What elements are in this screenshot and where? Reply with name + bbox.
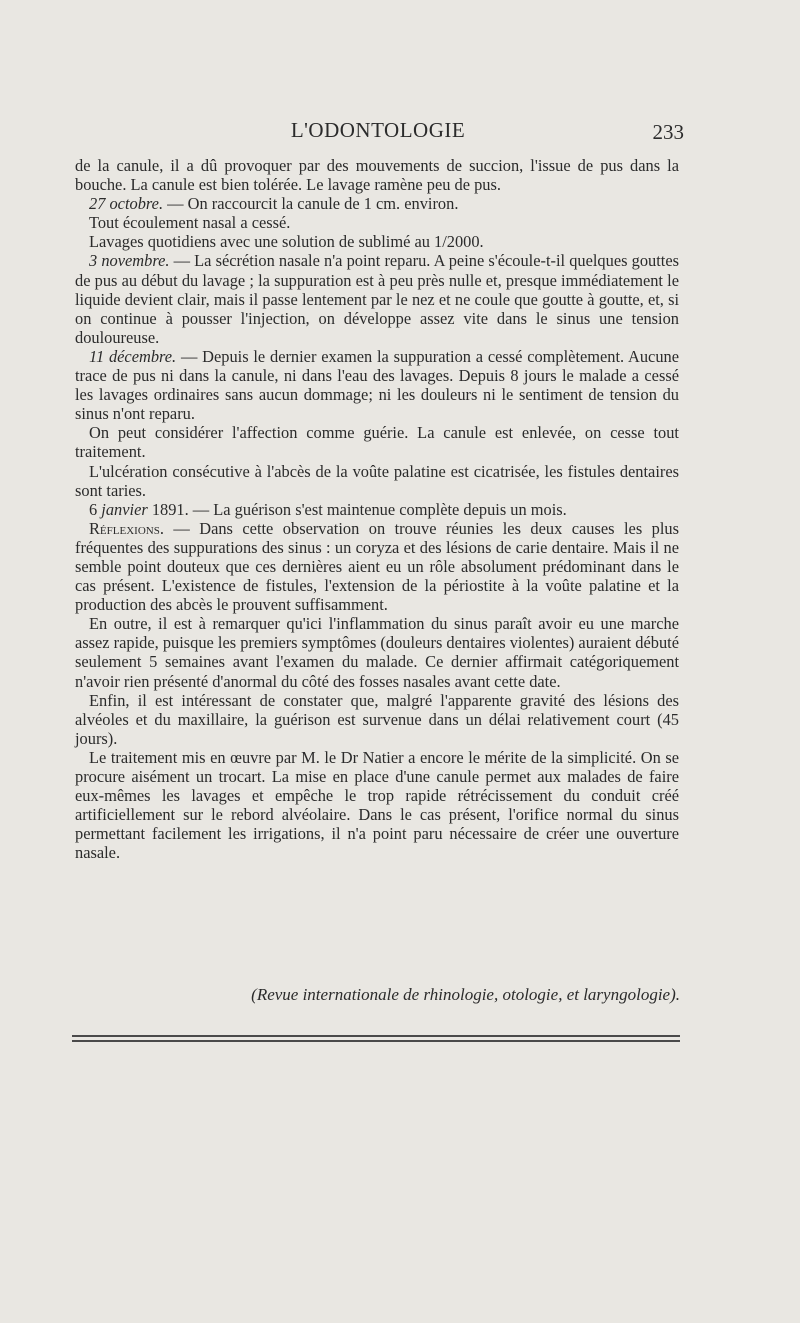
paragraph-reflexions bbox=[75, 519, 679, 614]
paragraph-27-octobre bbox=[75, 194, 679, 213]
divider-line bbox=[72, 1040, 680, 1042]
date-11-decembre: 11 décembre. bbox=[89, 346, 177, 366]
paragraph-11-decembre bbox=[75, 347, 679, 423]
paragraph-text: 1891. — La guérison s'est maintenue complète depuis un mois. bbox=[147, 499, 567, 519]
page-header bbox=[72, 118, 684, 148]
paragraph-text: — La sécrétion nasale n'a point reparu. A peine s'écoule-t-il quelques gouttes de pus au début du lavage ; la suppuration est à peu près nulle et, presque immédiatement le liquide devient clair, mais il passe lentement par le nez et ne coule que goutte à goutte, et, si on continue à pousser l'injection, on développe assez vite dans le sinus une tension douloureuse. bbox=[75, 251, 679, 347]
article-body bbox=[75, 156, 679, 862]
paragraph-ecoulement: Tout écoulement nasal a cessé. bbox=[89, 213, 291, 233]
date-3-novembre: 3 novembre. bbox=[89, 251, 170, 271]
day-number: 6 bbox=[89, 499, 102, 519]
paragraph-guerie: On peut considérer l'affection comme guérie. La canule est enlevée, on cesse tout traitement. bbox=[75, 423, 679, 462]
paragraph-continuation: de la canule, il a dû provoquer par des mouvements de succion, l'issue de pus dans la bouche. La canule est bien tolérée. Le lavage ramène peu de pus. bbox=[75, 156, 679, 195]
paragraph-ulceration: L'ulcération consécutive à l'abcès de la voûte palatine est cicatrisée, les fistules dentaires sont taries. bbox=[75, 461, 679, 500]
paragraph-text: — On raccourcit la canule de 1 cm. environ. bbox=[163, 194, 459, 214]
paragraph-enfin: Enfin, il est intéressant de constater que, malgré l'apparente gravité des lésions des alvéoles et du maxillaire, la guérison est survenue dans un délai relativement court (45 jours). bbox=[75, 690, 679, 748]
paragraph-lavages: Lavages quotidiens avec une solution de sublimé au 1/2000. bbox=[89, 232, 484, 252]
month-janvier: janvier bbox=[101, 499, 148, 519]
paragraph-en-outre: En outre, il est à remarquer qu'ici l'inflammation du sinus paraît avoir eu une marche assez rapide, puisque les premiers symptômes (douleurs dentaires violentes) auraient débuté seulement 5 semaines avant l'examen du malade. Ce dernier affirmait catégoriquement n'avoir rien présenté d'anormal du côté des fosses nasales avant cette date. bbox=[75, 614, 679, 691]
paragraph-traitement: Le traitement mis en œuvre par M. le Dr Natier a encore le mérite de la simplicité. On se procure aisément un trocart. La mise en place d'une canule permet aux malades de faire eux-mêmes les lavages et empêche le trop rapide rétrécissement du conduit créé artificiellement sur le rebord alvéolaire. Dans le cas présent, l'orifice normal du sinus permettant facilement les irrigations, il n'a point paru nécessaire de créer une ouverture nasale. bbox=[75, 747, 679, 863]
paragraph-text: — Depuis le dernier examen la suppuration a cessé complètement. Aucune trace de pus ni dans la canule, ni dans l'eau des lavages. Depuis 8 jours le malade a cessé les lavages ordinaires sans aucun dommage; ni les douleurs ni le sentiment de tension du sinus n'ont reparu. bbox=[75, 346, 679, 424]
reflexions-label: Réflexions. bbox=[89, 518, 164, 538]
paragraph-text: — Dans cette observation on trouve réunies les deux causes les plus fréquentes des suppurations des sinus : un coryza et des lésions de carie dentaire. Mais il ne semble point douteux que ces dernières aient eu un rôle absolument prédominant dans le cas présent. L'existence de fistules, l'extension de la périostite à la voûte palatine et la production des abcès le prouvent suffisamment. bbox=[75, 518, 679, 615]
page-number: 233 bbox=[652, 120, 684, 144]
date-27-octobre: 27 octobre. bbox=[89, 194, 164, 214]
source-citation: (Revue internationale de rhinologie, otologie, et laryngologie). bbox=[251, 985, 680, 1004]
paragraph-3-novembre bbox=[75, 251, 679, 346]
running-title: L'ODONTOLOGIE bbox=[290, 118, 466, 142]
divider-line bbox=[72, 1035, 680, 1037]
paragraph-6-janvier bbox=[75, 500, 679, 519]
